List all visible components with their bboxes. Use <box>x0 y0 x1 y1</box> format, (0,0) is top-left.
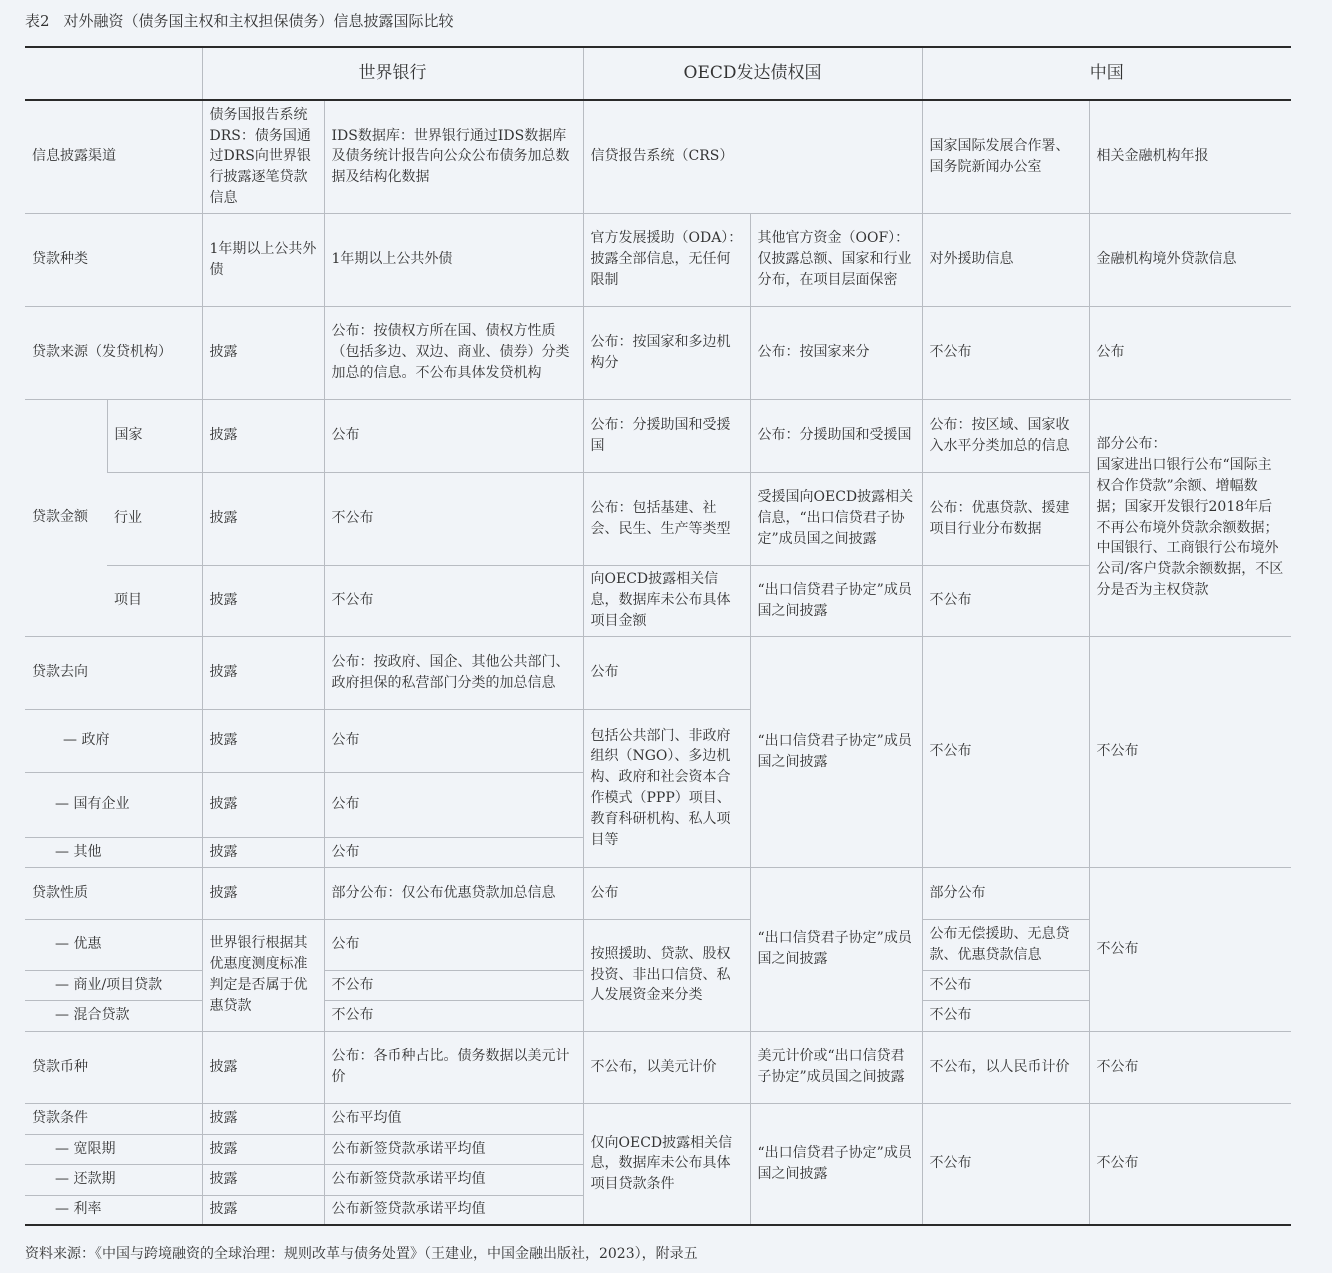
cell-oecd1-terms: 仅向OECD披露相关信息，数据库未公布具体项目贷款条件 <box>583 1103 750 1225</box>
row-label: 贷款种类 <box>25 213 202 306</box>
cell-oecd2: 受援国向OECD披露相关信息，“出口信贷君子协定”成员国之间披露 <box>750 472 922 565</box>
cell-cn1: 不公布，以人民币计价 <box>922 1031 1089 1103</box>
cell-wb2: 公布：各币种占比。债务数据以美元计价 <box>324 1031 583 1103</box>
table-title-text: 对外融资（债务国主权和主权担保债务）信息披露国际比较 <box>63 12 454 30</box>
cell-oecd1-nature-sub: 按照援助、贷款、股权投资、非出口信贷、私人发展资金来分类 <box>583 919 750 1031</box>
sub-label: — 还款期 <box>25 1164 202 1195</box>
cell-wb1: 披露 <box>202 472 324 565</box>
cell-wb1: 披露 <box>202 1134 324 1164</box>
cell-cn-agency: 国家国际发展合作署、国务院新闻办公室 <box>922 100 1089 213</box>
sub-label: — 商业/项目贷款 <box>25 970 202 1000</box>
comparison-table <box>25 46 1291 1226</box>
cell-wb1: 披露 <box>202 1103 324 1134</box>
sub-label: — 宽限期 <box>25 1134 202 1164</box>
sub-label: 项目 <box>107 565 202 636</box>
table-row-amount-country <box>25 399 1291 472</box>
cell-wb2: 不公布 <box>324 1000 583 1031</box>
cell-wb1: 披露 <box>202 709 324 772</box>
cell-wb-drs: 债务国报告系统DRS：债务国通过DRS向世界银行披露逐笔贷款信息 <box>202 100 324 213</box>
row-label-amount: 贷款金额 <box>25 399 107 636</box>
cell-wb2: 1年期以上公共外债 <box>324 213 583 306</box>
cell-cn2-nature: 不公布 <box>1089 867 1291 1031</box>
row-label: 贷款来源（发贷机构） <box>25 306 202 399</box>
cell-oecd1: 公布：分援助国和受援国 <box>583 399 750 472</box>
sub-label: — 国有企业 <box>25 772 202 837</box>
cell-cn2-destination: 不公布 <box>1089 636 1291 867</box>
cell-cn1: 对外援助信息 <box>922 213 1089 306</box>
cell-wb2: 公布新签贷款承诺平均值 <box>324 1134 583 1164</box>
cell-wb1: 披露 <box>202 772 324 837</box>
row-label: 贷款条件 <box>25 1103 202 1134</box>
cell-wb1: 披露 <box>202 306 324 399</box>
row-label: 贷款去向 <box>25 636 202 709</box>
table-row-currency <box>25 1031 1291 1103</box>
cell-wb1: 披露 <box>202 1195 324 1225</box>
header-blank <box>25 47 202 100</box>
cell-wb1: 1年期以上公共外债 <box>202 213 324 306</box>
cell-wb1: 披露 <box>202 1164 324 1195</box>
cell-oecd1-dest-sub: 包括公共部门、非政府组织（NGO）、多边机构、政府和社会资本合作模式（PPP）项目、教育科研机构、私人项目等 <box>583 709 750 867</box>
cell-wb2: 公布新签贷款承诺平均值 <box>324 1195 583 1225</box>
cell-oecd2-destination: “出口信贷君子协定”成员国之间披露 <box>750 636 922 867</box>
cell-oecd1: 向OECD披露相关信息，数据库未公布具体项目金额 <box>583 565 750 636</box>
sub-label: — 政府 <box>25 709 202 772</box>
header-china: 中国 <box>922 47 1291 100</box>
table-row-type <box>25 213 1291 306</box>
cell-wb2: 公布 <box>324 399 583 472</box>
cell-cn1-destination: 不公布 <box>922 636 1089 867</box>
cell-oecd2-nature: “出口信贷君子协定”成员国之间披露 <box>750 867 922 1031</box>
sub-label: — 混合贷款 <box>25 1000 202 1031</box>
cell-wb2: 公布 <box>324 709 583 772</box>
cell-cn1: 不公布 <box>922 565 1089 636</box>
cell-cn2-terms: 不公布 <box>1089 1103 1291 1225</box>
table-row-channel <box>25 100 1291 213</box>
cell-oecd1: 公布 <box>583 636 750 709</box>
cell-wb2: 公布：按债权方所在国、债权方性质（包括多边、双边、商业、债券）分类加总的信息。不公布具体发贷机构 <box>324 306 583 399</box>
sub-label: 国家 <box>107 399 202 472</box>
cell-wb1: 披露 <box>202 636 324 709</box>
cell-wb2: 公布：按政府、国企、其他公共部门、政府担保的私营部门分类的加总信息 <box>324 636 583 709</box>
cell-wb2: 公布新签贷款承诺平均值 <box>324 1164 583 1195</box>
cell-cn1: 公布无偿援助、无息贷款、优惠贷款信息 <box>922 919 1089 970</box>
cell-cn1: 部分公布 <box>922 867 1089 919</box>
cell-cn1: 不公布 <box>922 1000 1089 1031</box>
cell-wb1: 披露 <box>202 867 324 919</box>
cell-cn1: 公布：按区域、国家收入水平分类加总的信息 <box>922 399 1089 472</box>
row-label: 贷款币种 <box>25 1031 202 1103</box>
cell-oecd1: 不公布，以美元计价 <box>583 1031 750 1103</box>
header-oecd: OECD发达债权国 <box>583 47 922 100</box>
cell-oecd2: 公布：按国家来分 <box>750 306 922 399</box>
cell-wb2: 公布 <box>324 919 583 970</box>
cell-wb-ids: IDS数据库：世界银行通过IDS数据库及债务统计报告向公众公布债务加总数据及结构化数据 <box>324 100 583 213</box>
source-note: 资料来源：《中国与跨境融资的全球治理：规则改革与债务处置》（王建业，中国金融出版社，2023），附录五 <box>25 1246 698 1262</box>
cell-oecd2: “出口信贷君子协定”成员国之间披露 <box>750 565 922 636</box>
sub-label: 行业 <box>107 472 202 565</box>
cell-wb1: 披露 <box>202 565 324 636</box>
cell-wb1-nature-sub: 世界银行根据其优惠度测度标准判定是否属于优惠贷款 <box>202 919 324 1031</box>
cell-wb1: 披露 <box>202 1031 324 1103</box>
table-row-source <box>25 306 1291 399</box>
cell-oecd-oda: 官方发展援助（ODA）：披露全部信息，无任何限制 <box>583 213 750 306</box>
cell-wb2: 部分公布：仅公布优惠贷款加总信息 <box>324 867 583 919</box>
row-label: 贷款性质 <box>25 867 202 919</box>
cell-oecd-crs: 信贷报告系统（CRS） <box>583 100 922 213</box>
cell-oecd2-terms: “出口信贷君子协定”成员国之间披露 <box>750 1103 922 1225</box>
cell-wb1: 披露 <box>202 399 324 472</box>
cell-wb2: 公布 <box>324 772 583 837</box>
cell-cn1: 不公布 <box>922 970 1089 1000</box>
table-row-nature <box>25 867 1291 919</box>
header-world-bank: 世界银行 <box>202 47 583 100</box>
cell-wb2: 公布 <box>324 837 583 867</box>
cell-cn2: 不公布 <box>1089 1031 1291 1103</box>
cell-oecd1: 公布：按国家和多边机构分 <box>583 306 750 399</box>
header-row <box>25 47 1291 100</box>
cell-cn1: 公布：优惠贷款、援建项目行业分布数据 <box>922 472 1089 565</box>
cell-oecd2: 美元计价或“出口信贷君子协定”成员国之间披露 <box>750 1031 922 1103</box>
cell-cn1-terms: 不公布 <box>922 1103 1089 1225</box>
table-title <box>25 10 454 31</box>
cell-wb2: 不公布 <box>324 970 583 1000</box>
table-row-destination <box>25 636 1291 709</box>
row-label: 信息披露渠道 <box>25 100 202 213</box>
cell-cn-reports: 相关金融机构年报 <box>1089 100 1291 213</box>
sub-label: — 优惠 <box>25 919 202 970</box>
sub-label: — 利率 <box>25 1195 202 1225</box>
cell-oecd-oof: 其他官方资金（OOF）：仅披露总额、国家和行业分布，在项目层面保密 <box>750 213 922 306</box>
cell-oecd1: 公布 <box>583 867 750 919</box>
cell-wb2: 不公布 <box>324 565 583 636</box>
cell-oecd1: 公布：包括基建、社会、民生、生产等类型 <box>583 472 750 565</box>
cell-cn2: 公布 <box>1089 306 1291 399</box>
cell-wb2: 不公布 <box>324 472 583 565</box>
table-row-terms <box>25 1103 1291 1134</box>
cell-oecd2: 公布：分援助国和受援国 <box>750 399 922 472</box>
cell-cn2-amount: 部分公布： 国家进出口银行公布“国际主权合作贷款”余额、增幅数据；国家开发银行2018年后不再公布境外贷款余额数据；中国银行、工商银行公布境外公司/客户贷款余额数据，不区分是否为主权贷款 <box>1089 399 1291 636</box>
table-number: 表2 <box>25 12 50 30</box>
cell-cn1: 不公布 <box>922 306 1089 399</box>
comparison-table-container <box>25 46 1291 1226</box>
sub-label: — 其他 <box>25 837 202 867</box>
cell-wb1: 披露 <box>202 837 324 867</box>
cell-wb2: 公布平均值 <box>324 1103 583 1134</box>
cell-cn2: 金融机构境外贷款信息 <box>1089 213 1291 306</box>
